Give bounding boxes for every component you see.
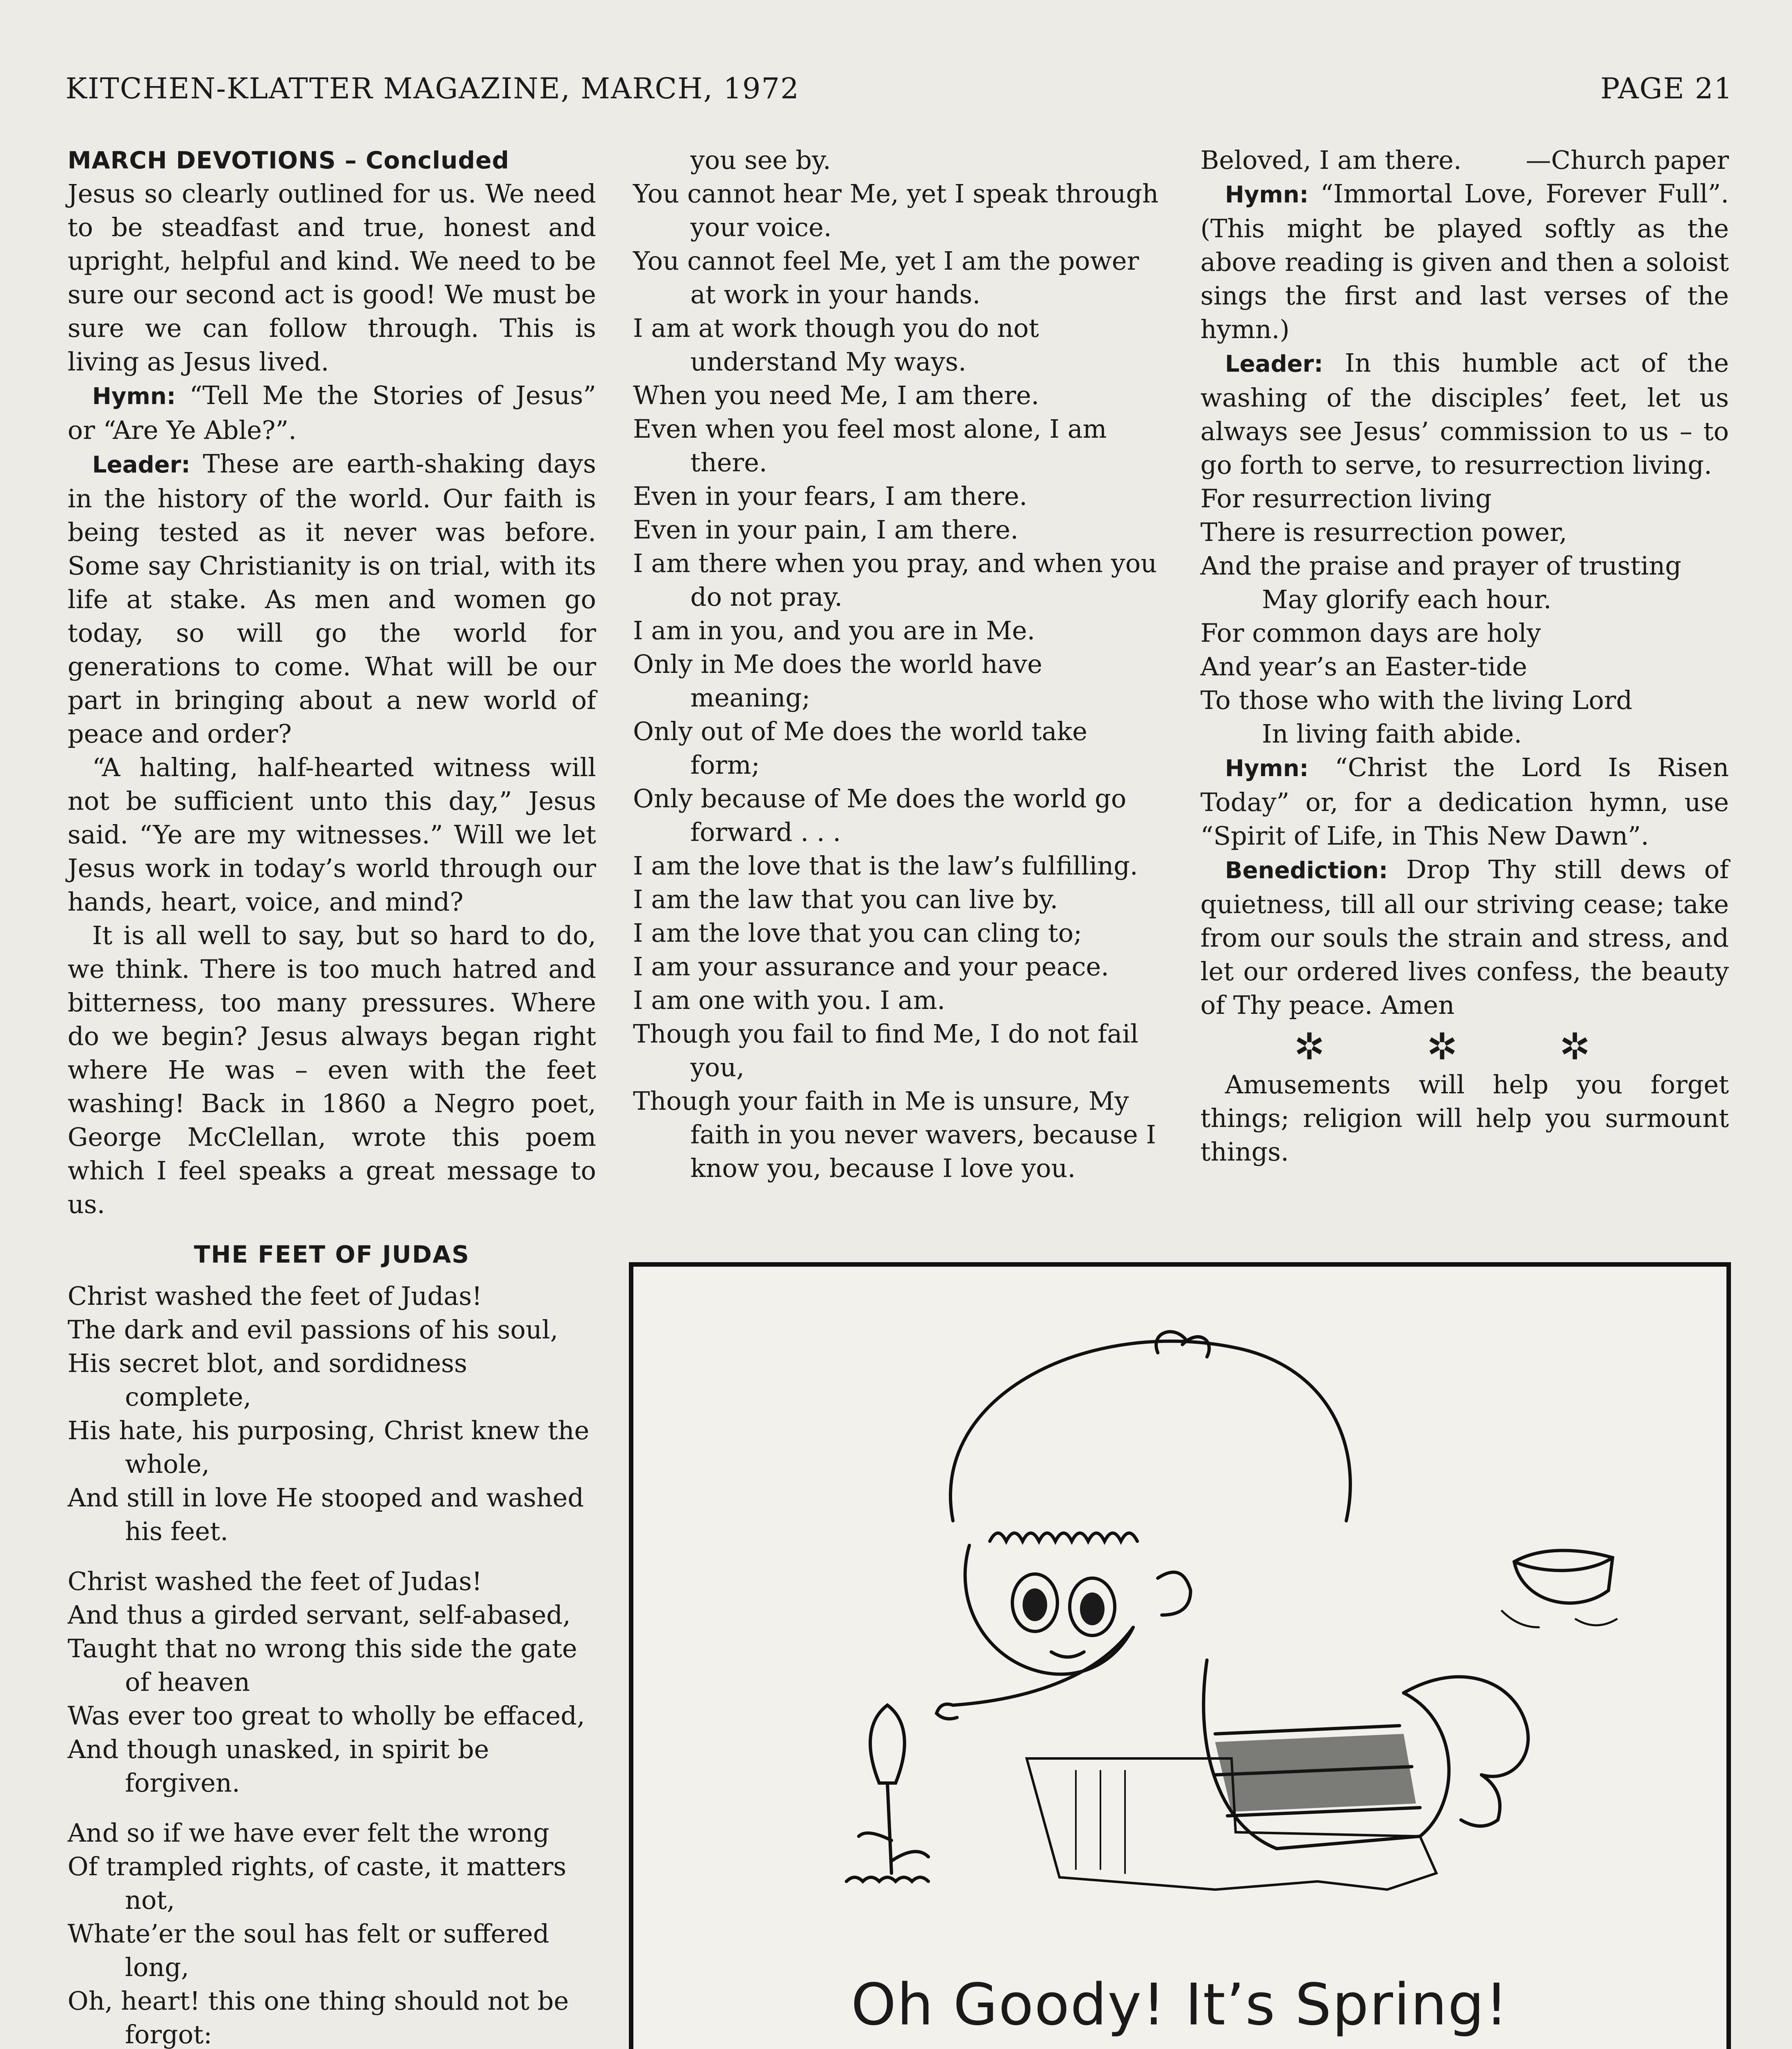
leader-label: Leader:	[1225, 351, 1323, 377]
reading-line: you see by.	[690, 145, 831, 175]
kleaner-advertisement	[629, 1262, 1731, 2049]
verse	[1200, 482, 1729, 751]
benediction	[1200, 853, 1729, 1022]
star-divider: ✲ ✲ ✲	[1294, 1025, 1635, 1068]
poem-stanza-3	[68, 1816, 596, 2049]
poem-line: His hate, his purposing, Christ knew the whole,	[68, 1415, 590, 1479]
reading-line: Only because of Me does the world go forward . . .	[633, 784, 1127, 847]
poem-line: Christ washed the feet of Judas!	[68, 1566, 482, 1596]
page-header	[66, 72, 1733, 113]
benediction-text: Drop Thy still dews of quietness, till all our striving cease; take from our souls the strain and stress, and let our ordered lives confess, the beauty of Thy peace. Amen	[1200, 854, 1729, 1020]
leader-text: These are earth-shaking days in the history of the world. Our faith is being tested as it never was before. Some say Christianity is on trial, with its life at stake. As men and women go today, so will go the world for generations to come. What will be our part in bringing about a new world of peace and order?	[68, 449, 596, 749]
reading-line: I am the love that you can cling to;	[633, 918, 1082, 948]
reading-line: Though your faith in Me is unsure, My faith in you never wavers, because I know you, because I love you.	[633, 1086, 1156, 1183]
leader-2	[1200, 346, 1729, 482]
reading-line: I am the love that is the law’s fulfilling.	[633, 851, 1138, 881]
reading-line: I am your assurance and your peace.	[633, 952, 1109, 981]
verse-line: In living faith abide.	[1262, 719, 1522, 749]
poem-line: Of trampled rights, of caste, it matters not,	[68, 1851, 567, 1915]
reading-line: When you need Me, I am there.	[633, 380, 1039, 410]
paragraph: “A halting, half-hearted witness will not be sufficient unto this day,” Jesus said. “Ye are my witnesses.” Will we let Jesus work in today’s world through our hands, heart, voice, and mind?	[68, 752, 596, 917]
poem-line: And though unasked, in spirit be forgiven.	[68, 1734, 489, 1798]
reading-end	[1200, 143, 1729, 177]
closing-quote: Amusements will help you forget things; religion will help you surmount things.	[1200, 1070, 1729, 1167]
reading-line: I am the law that you can live by.	[633, 884, 1058, 914]
verse-line: For resurrection living	[1200, 484, 1492, 513]
verse-line: For common days are holy	[1200, 618, 1541, 648]
poem-line: Was ever too great to wholly be effaced,	[68, 1701, 585, 1731]
poem-line: And so if we have ever felt the wrong	[68, 1818, 549, 1848]
poem-title: THE FEET OF JUDAS	[194, 1240, 470, 1268]
column-3	[1200, 143, 1729, 1169]
reading-source: —Church paper	[1526, 145, 1729, 175]
hymn-label: Hymn:	[92, 383, 176, 410]
toddler-illustration	[724, 1291, 1645, 1963]
verse-line: And year’s an Easter-tide	[1200, 652, 1527, 681]
hymn-text: “Christ the Lord Is Risen Today” or, for a dedication hymn, use “Spirit of Life, in This New Dawn”.	[1200, 752, 1729, 851]
reading-line: Only out of Me does the world take form;	[633, 716, 1087, 780]
reading-line: Only in Me does the world have meaning;	[633, 649, 1043, 713]
poem-line: Taught that no wrong this side the gate of heaven	[68, 1633, 577, 1697]
reading-line: I am there when you pray, and when you do not pray.	[633, 548, 1157, 612]
poem-line: His secret blot, and sordidness complete,	[68, 1348, 467, 1412]
verse-line: To those who with the living Lord	[1200, 685, 1633, 715]
reading-line: Though you fail to find Me, I do not fail you,	[633, 1019, 1139, 1082]
ad-headline: Oh Goody! It’s Spring!	[851, 1972, 1509, 2038]
reading-line: I am one with you. I am.	[633, 985, 946, 1015]
leader-1	[68, 447, 596, 751]
poem-line: And thus a girded servant, self-abased,	[68, 1600, 571, 1630]
magazine-title: KITCHEN-KLATTER MAGAZINE, MARCH, 1972	[66, 72, 800, 105]
section-heading: MARCH DEVOTIONS – Concluded	[68, 146, 510, 174]
poem-line: The dark and evil passions of his soul,	[68, 1315, 558, 1345]
verse-line: May glorify each hour.	[1262, 584, 1552, 614]
poem-line: And still in love He stooped and washed his feet.	[68, 1483, 584, 1546]
reading-line: You cannot feel Me, yet I am the power at work in your hands.	[633, 246, 1139, 309]
reading-line: Beloved, I am there.	[1200, 145, 1462, 175]
poem-stanza-1	[68, 1279, 596, 1548]
poem-stanza-2	[68, 1565, 596, 1800]
poem-line: Christ washed the feet of Judas!	[68, 1281, 482, 1311]
hymn-label: Hymn:	[1225, 182, 1309, 208]
hymn-label: Hymn:	[1225, 755, 1309, 782]
reading-line: Even in your pain, I am there.	[633, 515, 1018, 545]
hymn-text: “Immortal Love, Forever Full”. (This might be played softly as the above reading is given and then a soloist sings the first and last verses of the hymn.)	[1200, 179, 1729, 344]
leader-text: In this humble act of the washing of the disciples’ feet, let us always see Jesus’ commission to us – to go forth to serve, to resurrection living.	[1200, 348, 1729, 480]
benediction-label: Benediction:	[1225, 857, 1388, 884]
poem-line: Whate’er the soul has felt or suffered long,	[68, 1919, 549, 1982]
paragraph: Jesus so clearly outlined for us. We need to be steadfast and true, honest and upright, helpful and kind. We need to be sure our second act is good! We must be sure we can follow through. This is living as Jesus lived.	[68, 179, 596, 377]
hymn-text: “Tell Me the Stories of Jesus” or “Are Ye Able?”.	[68, 380, 596, 445]
column-1	[68, 143, 596, 2049]
page-number: PAGE 21	[1600, 72, 1733, 105]
hymn-1	[68, 379, 596, 447]
column-2-reading	[633, 143, 1161, 1185]
verse-line: And the praise and prayer of trusting	[1200, 551, 1681, 581]
poem-line: Oh, heart! this one thing should not be forgot:	[68, 1986, 569, 2049]
reading-line: I am in you, and you are in Me.	[633, 616, 1035, 645]
reading-line: Even in your fears, I am there.	[633, 481, 1028, 511]
verse-line: There is resurrection power,	[1200, 517, 1567, 547]
reading-line: You cannot hear Me, yet I speak through your voice.	[633, 179, 1159, 242]
reading-line: Even when you feel most alone, I am there.	[633, 414, 1107, 477]
hymn-3	[1200, 751, 1729, 853]
paragraph: It is all well to say, but so hard to do, we think. There is too much hatred and bitterness, too many pressures. Where do we begin? Jesus always began right where He was – even with the feet washing! Back in 1860 a Negro poet, George McClellan, wrote this poem which I feel speaks a great message to us.	[68, 920, 596, 1219]
hymn-2	[1200, 177, 1729, 346]
reading-line: I am at work though you do not understand My ways.	[633, 313, 1039, 377]
leader-label: Leader:	[92, 452, 191, 478]
